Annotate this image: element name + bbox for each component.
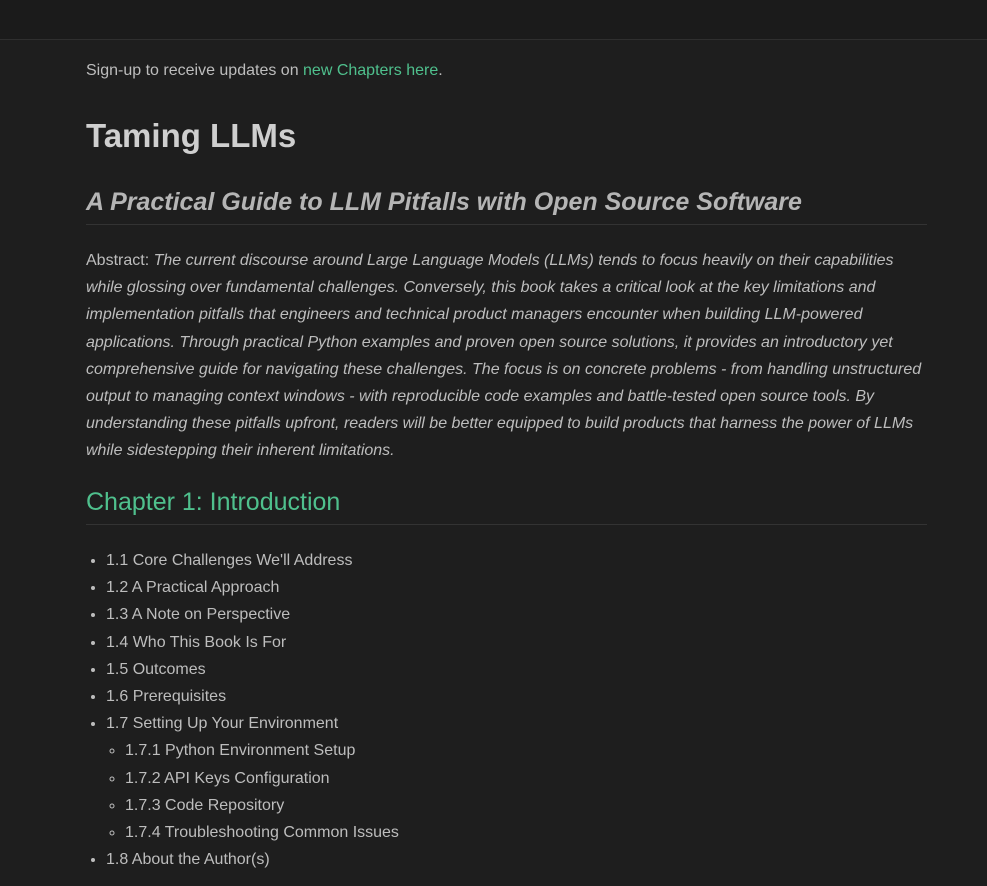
- new-chapters-link[interactable]: new Chapters here: [303, 62, 439, 79]
- toc-item-1-2[interactable]: • 1.2 A Practical Approach: [106, 574, 399, 601]
- toc-item-1-3[interactable]: • 1.3 A Note on Perspective: [106, 601, 399, 628]
- toc-item-1-7[interactable]: 1.7 Setting Up Your Environment: [106, 715, 339, 733]
- toc-item-1-7-1[interactable]: ◦ 1.7.1 Python Environment Setup: [125, 737, 399, 764]
- toc-item-1-7-4[interactable]: ◦ 1.7.4 Troubleshooting Common Issues: [125, 819, 399, 846]
- toc-item-1-8[interactable]: • 1.8 About the Author(s): [106, 846, 399, 873]
- toc-item-1-6[interactable]: • 1.6 Prerequisites: [106, 683, 399, 710]
- top-bar: [0, 0, 987, 40]
- toc-item-1-7-3[interactable]: ◦ 1.7.3 Code Repository: [125, 792, 399, 819]
- toc-item-1-4[interactable]: • 1.4 Who This Book Is For: [106, 629, 399, 656]
- abstract-text: The current discourse around Large Language Models (LLMs) tends to focus heavily on their capabilities while glossing over fundamental challenges. Conversely, this book takes a critical look at the key limitations and implementation pitfalls that engineers and technical product managers encounter when building LLM-powered applications. Through practical Python examples and proven open source solutions, it provides an introductory yet comprehensive guide for navigating these challenges. The focus is on concrete problems - from handling unstructured output to managing context windows - with reproducible code examples and battle-tested open source tools. By understanding these pitfalls upfront, readers will be better equipped to build products that harness the power of LLMs while sidestepping their inherent limitations.: [86, 252, 922, 460]
- abstract-label: Abstract:: [86, 252, 154, 269]
- toc-item-1-1[interactable]: • 1.1 Core Challenges We'll Address: [106, 547, 399, 574]
- page-subtitle: A Practical Guide to LLM Pitfalls with Open Source Software: [86, 184, 927, 225]
- signup-prefix: Sign-up to receive updates on: [86, 62, 304, 79]
- signup-suffix: .: [438, 62, 443, 79]
- page-title: Taming LLMs: [86, 117, 297, 154]
- toc-item-1-7-wrapper: [106, 710, 399, 846]
- toc-sublist: [106, 737, 399, 846]
- abstract: [86, 247, 927, 465]
- toc-item-1-7-2[interactable]: ◦ 1.7.2 API Keys Configuration: [125, 765, 399, 792]
- signup-text: [86, 60, 443, 82]
- toc-list: [86, 547, 399, 873]
- chapter-heading[interactable]: Chapter 1: Introduction: [86, 484, 927, 525]
- toc-item-1-5[interactable]: • 1.5 Outcomes: [106, 656, 399, 683]
